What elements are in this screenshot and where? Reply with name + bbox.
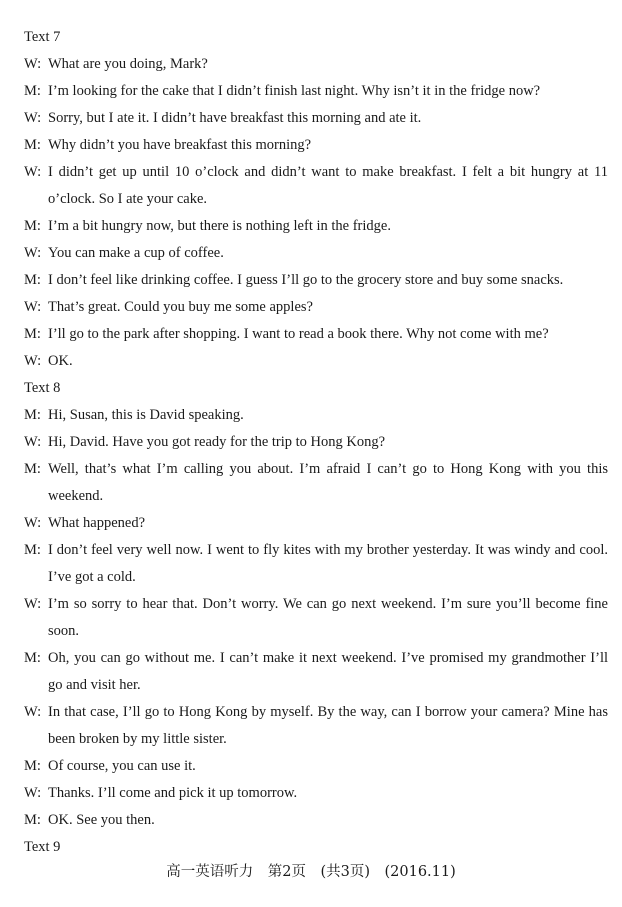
speaker-label: W: bbox=[24, 56, 42, 72]
dialogue-text: OK. bbox=[48, 353, 73, 369]
page-footer: 高一英语听力 第2页 (共3页) (2016.11) bbox=[166, 864, 456, 880]
speaker-label: M: bbox=[24, 218, 41, 234]
dialogue-line bbox=[24, 240, 608, 267]
dialogue-line bbox=[24, 537, 608, 591]
dialogue-line bbox=[24, 699, 608, 753]
speaker-label: W: bbox=[24, 110, 42, 126]
speaker-label: M: bbox=[24, 461, 41, 477]
speaker-label: M: bbox=[24, 272, 41, 288]
dialogue-text: I didn’t get up until 10 o’clock and didn’t want to make breakfast. I felt a bit hungry at 11 o’clock. So I ate your cake. bbox=[48, 164, 608, 207]
dialogue-line bbox=[24, 510, 608, 537]
dialogue-text: Sorry, but I ate it. I didn’t have breakfast this morning and ate it. bbox=[48, 110, 422, 126]
speaker-label: W: bbox=[24, 596, 42, 612]
speaker-label: M: bbox=[24, 83, 41, 99]
dialogue-line bbox=[24, 807, 608, 834]
dialogue-line bbox=[24, 402, 608, 429]
section-heading: Text 8 bbox=[24, 380, 61, 396]
dialogue-line bbox=[24, 753, 608, 780]
speaker-label: M: bbox=[24, 542, 41, 558]
speaker-label: W: bbox=[24, 164, 42, 180]
dialogue-line bbox=[24, 429, 608, 456]
dialogue-line bbox=[24, 78, 608, 105]
dialogue-text: Of course, you can use it. bbox=[48, 758, 196, 774]
speaker-label: M: bbox=[24, 137, 41, 153]
dialogue-line bbox=[24, 780, 608, 807]
dialogue-text: I’m looking for the cake that I didn’t finish last night. Why isn’t it in the fridge now? bbox=[48, 83, 541, 99]
dialogue-text: Thanks. I’ll come and pick it up tomorrow. bbox=[48, 785, 298, 801]
speaker-label: W: bbox=[24, 245, 42, 261]
dialogue-line bbox=[24, 294, 608, 321]
dialogue-text: Hi, David. Have you got ready for the trip to Hong Kong? bbox=[48, 434, 386, 450]
dialogue-text: Hi, Susan, this is David speaking. bbox=[48, 407, 244, 423]
speaker-label: W: bbox=[24, 515, 42, 531]
dialogue-line bbox=[24, 348, 608, 375]
dialogue-line bbox=[24, 645, 608, 699]
dialogue-text: In that case, I’ll go to Hong Kong by myself. By the way, can I borrow your camera? Mine has been broken by my little sister. bbox=[48, 704, 608, 747]
speaker-label: M: bbox=[24, 407, 41, 423]
dialogue-line bbox=[24, 213, 608, 240]
speaker-label: M: bbox=[24, 812, 41, 828]
dialogue-text: I’ll go to the park after shopping. I want to read a book there. Why not come with me? bbox=[48, 326, 549, 342]
dialogue-line bbox=[24, 105, 608, 132]
speaker-label: M: bbox=[24, 650, 41, 666]
section-heading: Text 7 bbox=[24, 29, 61, 45]
speaker-label: W: bbox=[24, 353, 42, 369]
speaker-label: M: bbox=[24, 326, 41, 342]
dialogue-line bbox=[24, 159, 608, 213]
dialogue-text: OK. See you then. bbox=[48, 812, 155, 828]
dialogue-text: Oh, you can go without me. I can’t make it next weekend. I’ve promised my grandmother I’ll go and visit her. bbox=[48, 650, 608, 693]
dialogue-text: What are you doing, Mark? bbox=[48, 56, 208, 72]
dialogue-text: What happened? bbox=[48, 515, 146, 531]
dialogue-text: That’s great. Could you buy me some apples? bbox=[48, 299, 313, 315]
speaker-label: W: bbox=[24, 785, 42, 801]
dialogue-line bbox=[24, 132, 608, 159]
dialogue-text: I don’t feel very well now. I went to fly kites with my brother yesterday. It was windy and cool. I’ve got a cold. bbox=[48, 542, 608, 585]
speaker-label: W: bbox=[24, 704, 42, 720]
speaker-label: W: bbox=[24, 434, 42, 450]
transcript bbox=[24, 24, 608, 861]
speaker-label: W: bbox=[24, 299, 42, 315]
dialogue-text: I don’t feel like drinking coffee. I guess I’ll go to the grocery store and buy some snacks. bbox=[48, 272, 564, 288]
dialogue-text: You can make a cup of coffee. bbox=[48, 245, 224, 261]
dialogue-line bbox=[24, 51, 608, 78]
dialogue-line bbox=[24, 456, 608, 510]
section-heading: Text 9 bbox=[24, 839, 61, 855]
dialogue-line bbox=[24, 591, 608, 645]
dialogue-text: Well, that’s what I’m calling you about. I’m afraid I can’t go to Hong Kong with you this weekend. bbox=[48, 461, 608, 504]
speaker-label: M: bbox=[24, 758, 41, 774]
dialogue-line bbox=[24, 267, 608, 294]
dialogue-text: I’m so sorry to hear that. Don’t worry. We can go next weekend. I’m sure you’ll become fine soon. bbox=[48, 596, 608, 639]
dialogue-line bbox=[24, 321, 608, 348]
dialogue-text: I’m a bit hungry now, but there is nothing left in the fridge. bbox=[48, 218, 391, 234]
dialogue-text: Why didn’t you have breakfast this morning? bbox=[48, 137, 312, 153]
